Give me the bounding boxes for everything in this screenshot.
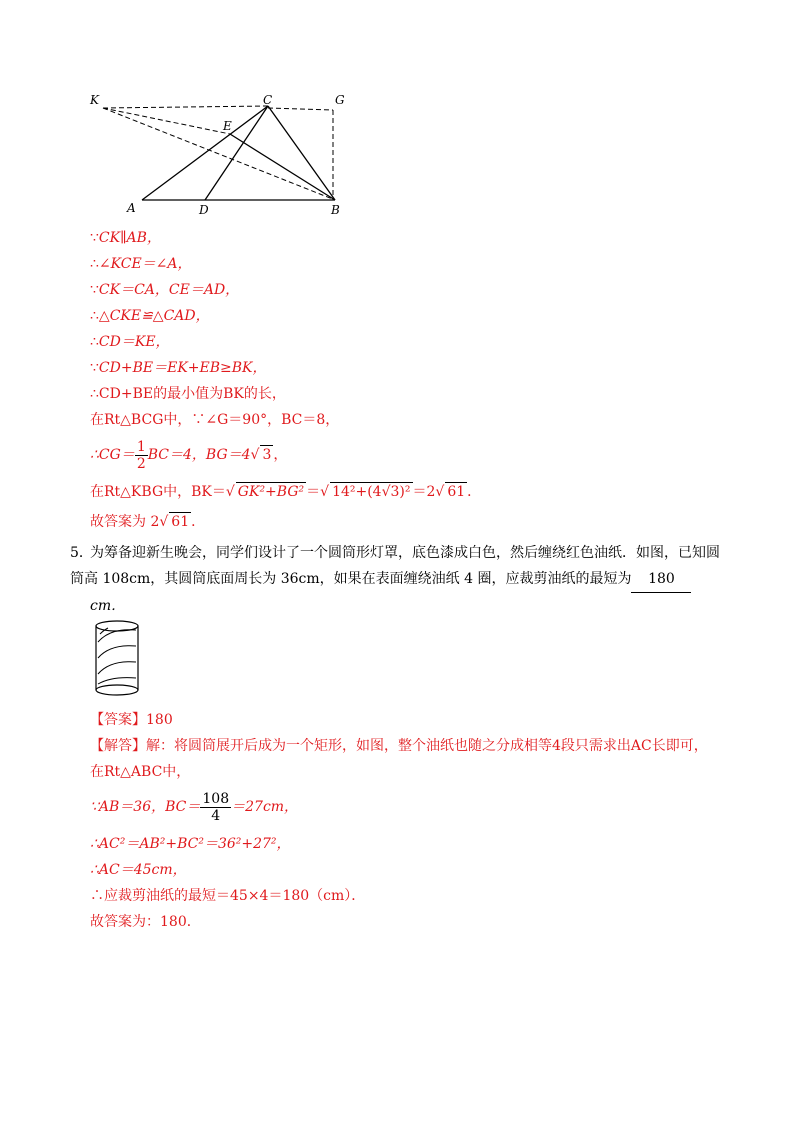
label-k: K [90, 93, 99, 107]
segment-be [230, 134, 335, 200]
solution-line-7: ∴CD+BE的最小值为BK的长， [90, 386, 286, 402]
final-answer-5: 故答案为：180． [90, 914, 201, 930]
solution-line-6: ∵CD+BE＝EK+EB≥BK， [90, 360, 267, 376]
cylinder-figure [90, 618, 146, 700]
label-c: C [263, 93, 273, 107]
solution-line-5: ∴CD＝KE， [90, 334, 170, 350]
solution-line-1: ∵CK∥AB， [90, 230, 161, 246]
fraction-108-4: $\frac{108}{4}$ [202, 790, 230, 824]
previous-answer: 故答案为 2√ 61 ． [90, 514, 206, 530]
solution-line-4: ∴△CKE≌△CAD， [90, 308, 210, 324]
segment-ke [103, 108, 230, 134]
bk-line: 在Rt△KBG中，BK＝√ GK²+BG² ＝√ 14²+(4√3)² ＝2√ 61 ． [90, 484, 482, 500]
segment-kb [103, 108, 335, 200]
segment-cd [205, 106, 268, 200]
ac-squared-line: ∴AC²＝AB²+BC²＝36²+27²， [90, 836, 291, 852]
question-number: 5． [70, 545, 93, 561]
question-unit: cm． [90, 598, 126, 614]
ac-line: ∴AC＝45cm， [90, 862, 187, 878]
label-a: A [127, 201, 136, 215]
cg-line: ∴CG＝ $\frac{1}{2}$ BC＝4，BG＝4√ 3 ， [90, 438, 288, 472]
label-b: B [331, 203, 340, 217]
ab-bc-line: ∵AB＝36，BC＝ $\frac{108}{4}$ ＝27cm， [90, 790, 299, 824]
answer-blank: 180 [631, 566, 691, 593]
solution-line-2: ∴∠KCE＝∠A， [90, 256, 192, 272]
question-text: 为筹备迎新生晚会，同学们设计了一个圆筒形灯罩，底色漆成白色，然后缠绕红色油纸．如图，已知圆筒高 108cm，其圆筒底面周长为 36cm，如果在表面缠绕油纸 4 圈，应裁剪油纸的最短为 [70, 545, 720, 587]
label-d: D [199, 203, 209, 217]
segment-cb [268, 106, 335, 200]
solution-line-8: 在Rt△BCG中，∵∠G＝90°，BC＝8， [90, 412, 340, 428]
rt-abc-line: 在Rt△ABC中， [90, 764, 191, 780]
shortest-line: ∴应裁剪油纸的最短＝45×4＝180（cm）． [90, 888, 366, 904]
segment-kc [103, 106, 268, 108]
question-5 [70, 540, 730, 619]
segment-cg [268, 108, 333, 110]
label-e: E [223, 119, 232, 133]
jieda-5: 【解答】解：将圆筒展开后成为一个矩形，如图，整个油纸也随之分成相等4段只需求出AC长即可， [90, 738, 708, 754]
label-g: G [335, 93, 345, 107]
geometry-figure [85, 90, 365, 220]
solution-line-3: ∵CK＝CA，CE＝AD， [90, 282, 240, 298]
answer-5: 【答案】180 [90, 712, 173, 728]
fraction-half: $\frac{1}{2}$ [136, 438, 146, 472]
